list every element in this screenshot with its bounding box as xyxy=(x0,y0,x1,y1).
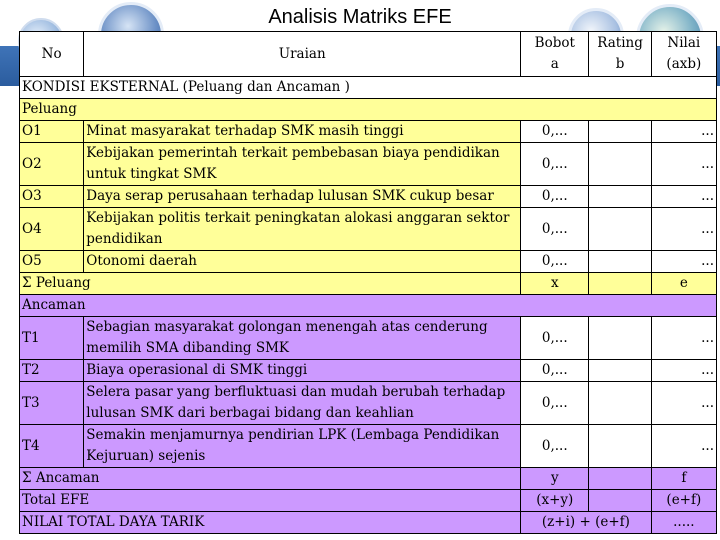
row-no: T2 xyxy=(20,360,84,382)
row-nilai: ... xyxy=(651,317,716,360)
sum-ancaman-bobot: y xyxy=(521,468,589,490)
table-row xyxy=(20,382,717,425)
row-rating xyxy=(589,121,651,143)
row-nilai: ... xyxy=(651,360,716,382)
table-row xyxy=(20,186,717,208)
row-no: O4 xyxy=(20,208,84,251)
row-nilai: ... xyxy=(651,382,716,425)
row-nilai: ... xyxy=(651,143,716,186)
section-row xyxy=(20,77,717,99)
header-nilai: Nilai (axb) xyxy=(651,32,716,77)
row-uraian: Kebijakan politis terkait peningkatan alokasi anggaran sektor pendidikan xyxy=(84,208,521,251)
row-uraian: Kebijakan pemerintah terkait pembebasan biaya pendidikan untuk tingkat SMK xyxy=(84,143,521,186)
row-uraian: Daya serap perusahaan terhadap lulusan SMK cukup besar xyxy=(84,186,521,208)
row-no: O1 xyxy=(20,121,84,143)
row-bobot: 0,... xyxy=(521,208,589,251)
ancaman-label: Ancaman xyxy=(20,295,717,317)
efe-matrix-table xyxy=(19,31,717,534)
row-rating xyxy=(589,382,651,425)
header-bobot: Bobot a xyxy=(521,32,589,77)
row-no: O3 xyxy=(20,186,84,208)
kondisi-eksternal-label: KONDISI EKSTERNAL (Peluang dan Ancaman ) xyxy=(20,77,717,99)
row-uraian: Sebagian masyarakat golongan menengah atas cenderung memilih SMA dibanding SMK xyxy=(84,317,521,360)
table-row xyxy=(20,143,717,186)
total-efe-row xyxy=(20,490,717,512)
header-uraian: Uraian xyxy=(84,32,521,77)
sum-peluang-nilai: e xyxy=(651,273,716,295)
row-rating xyxy=(589,317,651,360)
sum-ancaman-label: Σ Ancaman xyxy=(20,468,521,490)
row-uraian: Biaya operasional di SMK tinggi xyxy=(84,360,521,382)
table-row xyxy=(20,251,717,273)
row-bobot: 0,... xyxy=(521,360,589,382)
row-rating xyxy=(589,360,651,382)
row-nilai: ... xyxy=(651,121,716,143)
row-uraian: Minat masyarakat terhadap SMK masih tinggi xyxy=(84,121,521,143)
row-rating xyxy=(589,251,651,273)
table-row xyxy=(20,208,717,251)
table-row xyxy=(20,121,717,143)
sum-peluang-rating xyxy=(589,273,651,295)
row-nilai: ... xyxy=(651,425,716,468)
table-row xyxy=(20,425,717,468)
row-bobot: 0,... xyxy=(521,121,589,143)
section-row xyxy=(20,99,717,121)
header-no: No xyxy=(20,32,84,77)
header-row xyxy=(20,32,717,77)
row-no: O5 xyxy=(20,251,84,273)
sum-ancaman-nilai: f xyxy=(651,468,716,490)
row-rating xyxy=(589,208,651,251)
row-bobot: 0,... xyxy=(521,317,589,360)
table-row xyxy=(20,317,717,360)
row-nilai: ... xyxy=(651,251,716,273)
section-row xyxy=(20,295,717,317)
row-bobot: 0,... xyxy=(521,186,589,208)
row-no: O2 xyxy=(20,143,84,186)
sum-peluang-row xyxy=(20,273,717,295)
row-no: T3 xyxy=(20,382,84,425)
nilai-total-formula: (z+i) + (e+f) xyxy=(521,512,652,534)
total-efe-nilai: (e+f) xyxy=(651,490,716,512)
row-uraian: Otonomi daerah xyxy=(84,251,521,273)
row-bobot: 0,... xyxy=(521,382,589,425)
header-rating: Rating b xyxy=(589,32,651,77)
row-uraian: Selera pasar yang berfluktuasi dan mudah berubah terhadap lulusan SMK dari berbagai bidang dan keahlian xyxy=(84,382,521,425)
row-no: T1 xyxy=(20,317,84,360)
row-nilai: ... xyxy=(651,208,716,251)
row-no: T4 xyxy=(20,425,84,468)
page-title: Analisis Matriks EFE xyxy=(0,6,720,29)
sum-peluang-label: Σ Peluang xyxy=(20,273,521,295)
row-nilai: ... xyxy=(651,186,716,208)
nilai-total-label: NILAI TOTAL DAYA TARIK xyxy=(20,512,521,534)
row-rating xyxy=(589,143,651,186)
total-efe-bobot: (x+y) xyxy=(521,490,589,512)
row-bobot: 0,... xyxy=(521,251,589,273)
total-efe-rating xyxy=(589,490,651,512)
row-bobot: 0,... xyxy=(521,425,589,468)
row-rating xyxy=(589,186,651,208)
sum-ancaman-row xyxy=(20,468,717,490)
nilai-total-row xyxy=(20,512,717,534)
row-uraian: Semakin menjamurnya pendirian LPK (Lembaga Pendidikan Kejuruan) sejenis xyxy=(84,425,521,468)
peluang-label: Peluang xyxy=(20,99,717,121)
row-bobot: 0,... xyxy=(521,143,589,186)
row-rating xyxy=(589,425,651,468)
sum-ancaman-rating xyxy=(589,468,651,490)
table-row xyxy=(20,360,717,382)
total-efe-label: Total EFE xyxy=(20,490,521,512)
nilai-total-value: ..... xyxy=(651,512,716,534)
sum-peluang-bobot: x xyxy=(521,273,589,295)
